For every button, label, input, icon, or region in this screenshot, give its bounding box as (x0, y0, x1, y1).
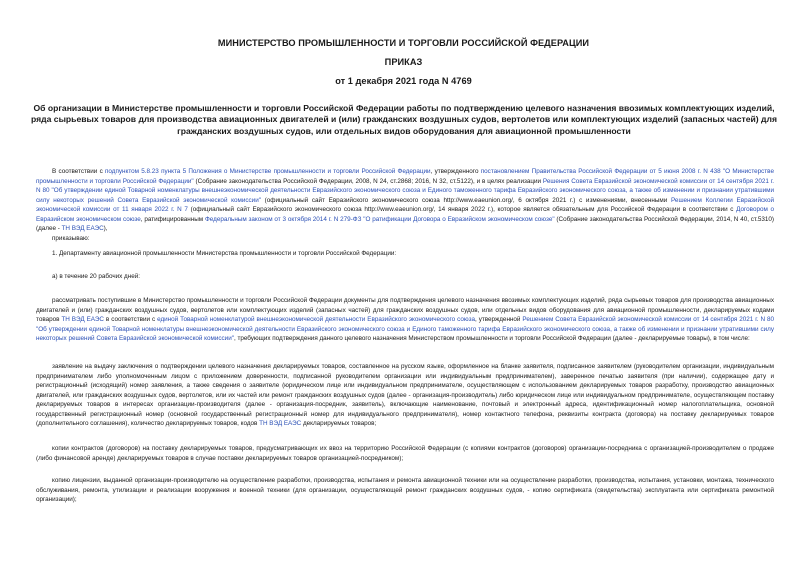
preamble-paragraph (36, 167, 774, 234)
link-tn-ved[interactable]: ТН ВЭД ЕАЭС (259, 420, 302, 427)
link-eec-decision-80[interactable]: Решения Совета Евразийской экономической комиссии от 14 сентября 2021 г. N 80 "Об утверждении единой Товарной номенклатуры внешнеэкономической деятельности Евразийского экономического союза и Единого таможенного тарифа Евразийского экономического союза, а также об изменении и признании утратившими силу некоторых решений Совета Евразийской экономической комиссии" (36, 177, 775, 204)
link-eaeu-treaty[interactable]: Договором о Евразийском экономическом союзе (36, 206, 774, 223)
link-subclause-5-8-23[interactable]: подпунктом 5.8.23 пункта 5 Положения о Министерстве промышленности и торговли Российской Федерации (105, 168, 431, 175)
text: , требующих подтверждения данного целевого назначения Министерством промышленности и торговли Российской Федерации (далее - декларируемые товары), в том числе: (233, 335, 750, 342)
application-paragraph (36, 362, 774, 429)
ministry-name: МИНИСТЕРСТВО ПРОМЫШЛЕННОСТИ И ТОРГОВЛИ РОССИЙСКОЙ ФЕДЕРАЦИИ (217, 38, 590, 48)
text: , ратифицированным (140, 215, 205, 223)
text: рассматривать поступившие в Министерство промышленности и торговли Российской Федерации документы для подтверждения целевого назначения ввозимых комплектующих изделий, ряда сырьевых товаров для производства авиационных двигателей и (или) гражданских воздушных судов, вертолетов или комплектующих изделий (запасных частей) для гражданских воздушных судов, или отдельных видов оборудования для авиационной промышленности, декларируемых кодами товаров (36, 297, 774, 323)
review-paragraph (36, 296, 774, 344)
document-type: ПРИКАЗ (384, 57, 423, 67)
clause-1: 1. Департаменту авиационной промышленности Министерства промышленности и торговли Российской Федерации: (52, 250, 397, 257)
text: заявление на выдачу заключения о подтверждении целевого назначения декларируемых товаров, составленное на русском языке, оформленное на бланке заявителя, подписанное заявителем (руководителем организации, индивидуальным предпринимателем либо уполномоченным лицом с приложением доверенности, подписанной руководителем организации или индивидуальным предпринимателем), заверенное печатью заявителя (при наличии), содержащее дату и регистрационный (исходящий) номер заявления, а также сведения о заявителе (юридическом лице или индивидуальном предпринимателе, осуществляющем с использованием декларируемых товаров разработку, производство авиационных двигателей, или гражданских воздушных судов, вертолетов, или их частей или ремонт гражданских воздушных судов (далее - организация-производитель) либо юридическом лице или индивидуальном предпринимателе, осуществляющем поставку декларируемых товаров в интересах организации-производителя (далее - организация-посредник, заявитель), включающие наименование, почтовый и электронный адреса, идентификационный номер налогоплательщика, основной государственный регистрационный номер (основной государственный регистрационный номер для индивидуального предпринимателя), номер контактного телефона, реквизиты контракта (договора) на поставку декларируемых товаров (дополнительного соглашения), количество декларируемых товаров, кодов (36, 363, 774, 427)
link-federal-law-279[interactable]: Федеральным законом от 3 октября 2014 г. N 279-ФЗ "О ратификации Договора о Евразийском экономическом союзе" (204, 215, 555, 223)
text: (официальный сайт Евразийского экономического союза http://www.eaeunion.org/, 14 января 2022 г.), которое является обязательным для Российской Федерации в соответствии с (187, 206, 737, 213)
text: в соответствии с (103, 316, 158, 323)
document-date: от 1 декабря 2021 года N 4769 (335, 76, 472, 86)
text: (Собрание законодательства Российской Федерации, 2008, N 24, ст.2868; 2016, N 32, ст.5122), и в целях реализации (193, 177, 543, 185)
link-eec-decision-80[interactable]: Решением Совета Евразийской экономической комиссии от 14 сентября 2021 г. N 80 "Об утверждении единой Товарной номенклатуры внешнеэкономической деятельности Евразийского экономического союза и Единого таможенного тарифа Евразийского экономического союза, а также об изменении и признании утратившими силу некоторых решений Совета Евразийской экономической комиссии" (36, 316, 775, 342)
contracts-paragraph: копии контрактов (договоров) на поставку декларируемых товаров, предусматривающих их ввоз на территорию Российской Федерации (с копиями контрактов (договоров) организации-посредника с организацией-производителем о продаже (либо финансовой аренде) декларируемых товаров в случае поставки декларируемых товаров организацией-посредником); (36, 445, 774, 462)
subclause-a: а) в течение 20 рабочих дней: (52, 273, 140, 280)
text: В соответствии с (52, 168, 106, 175)
license-paragraph: копию лицензии, выданной организации-производителю на осуществление разработки, производства, испытания и ремонта авиационной техники или на осуществление разработки, производства, испытания, установки, монтажа, технического обслуживания, ремонта, утилизации и реализации вооружения и военной техники (для организации, осуществляющей ремонт гражданских воздушных судов, - копию сертификата (свидетельства) эксплуатанта или сертификата ремонтной организации); (36, 477, 774, 503)
text: , утвержденной (475, 316, 523, 323)
text: (официальный сайт Евразийского экономического союза http://www.eaeunion.org/, 6 октября 2021 г.) с изменениями, внесенными (260, 196, 671, 204)
order-word: приказываю: (52, 235, 90, 242)
link-eec-board-decision-7[interactable]: Решением Коллегии Евразийской экономической комиссии от 11 января 2022 г. N 7 (36, 196, 774, 213)
document-title: Об организации в Министерстве промышленности и торговли Российской Федерации работы по подтверждению целевого назначения ввозимых комплектующих изделий, ряда сырьевых товаров для производства авиационных двигателей и (или) гражданских воздушных судов, вертолетов или комплектующих изделий (запасных частей) для гражданских воздушных судов, или отдельных видов оборудования для авиационной промышленности (31, 103, 777, 136)
text: ), (103, 225, 108, 232)
text: декларируемых товаров; (301, 420, 377, 427)
link-commodity-nomenclature[interactable]: единой Товарной номенклатурой внешнеэкономической деятельности Евразийского экономического союза (157, 316, 475, 323)
text: , утвержденного (430, 168, 481, 175)
text: (Собрание законодательства Российской Федерации, 2014, N 40, ст.5310) (далее - (36, 215, 774, 232)
link-tn-ved[interactable]: ТН ВЭД ЕАЭС (61, 225, 104, 232)
link-tn-ved[interactable]: ТН ВЭД ЕАЭС (61, 316, 104, 323)
link-government-decree-438[interactable]: постановлением Правительства Российской Федерации от 5 июня 2008 г. N 438 "О Министерстве промышленности и торговли Российской Федерации" (36, 168, 774, 185)
